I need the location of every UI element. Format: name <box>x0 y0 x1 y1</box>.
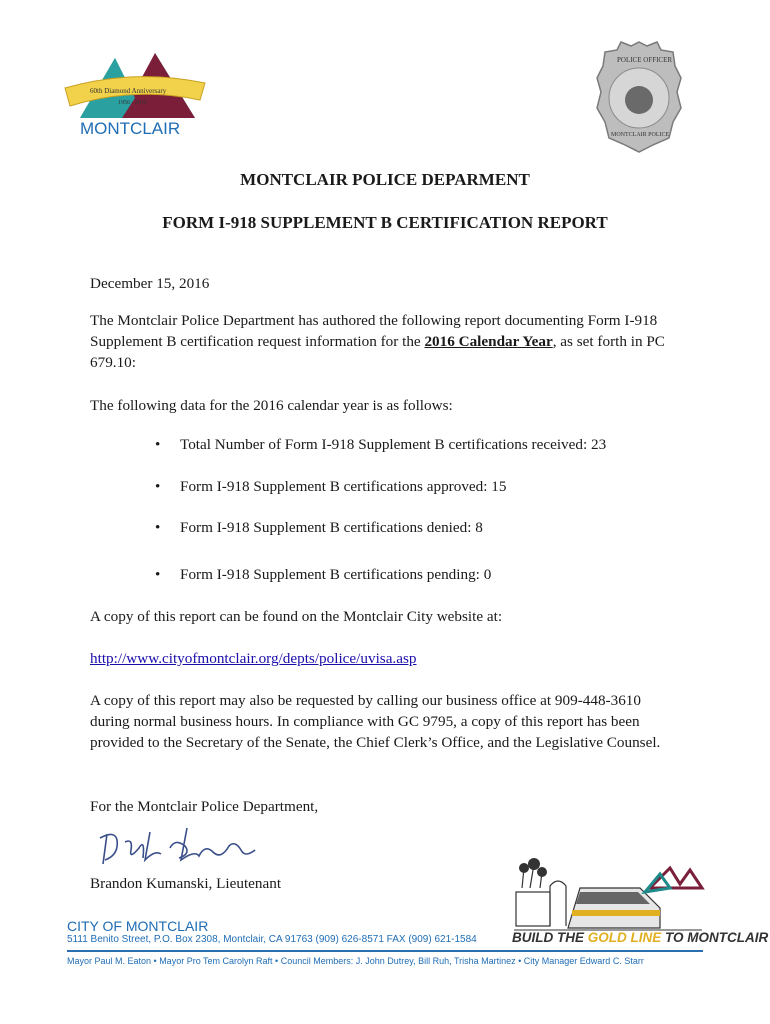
footer-divider <box>67 950 703 952</box>
list-item-text: Total Number of Form I-918 Supplement B certifications received: 23 <box>180 436 607 453</box>
closing-line: For the Montclair Police Department, <box>90 798 319 815</box>
list-item: • Form I-918 Supplement B certifications denied: 8 <box>155 519 483 536</box>
list-item-text: Form I-918 Supplement B certifications approved: 15 <box>180 478 507 495</box>
badge-top-text: POLICE OFFICER <box>617 56 673 64</box>
logo-banner-text: 60th Diamond Anniversary <box>90 87 167 95</box>
footer-address: 5111 Benito Street, P.O. Box 2308, Montclair, CA 91763 (909) 626-8571 FAX (909) 621-1584 <box>67 934 477 945</box>
slogan-pre: BUILD THE <box>512 930 588 945</box>
police-badge <box>595 38 683 156</box>
gold-line-slogan <box>512 930 768 945</box>
badge-bottom-text: MONTCLAIR POLICE <box>611 132 670 138</box>
intro-text: The Montclair Police Department has authored the following report documenting Form I-918 Supplement B certification request information for the <box>90 312 658 350</box>
montclair-anniversary-logo <box>60 38 210 156</box>
page-title: MONTCLAIR POLICE DEPARMENT <box>240 170 530 189</box>
list-item: • Form I-918 Supplement B certifications pending: 0 <box>155 566 492 583</box>
footer-council-members: Mayor Paul M. Eaton • Mayor Pro Tem Carolyn Raft • Council Members: J. John Dutrey, Bill Ruh, Trisha Martinez • City Manager Edward C. Starr <box>67 956 644 966</box>
request-paragraph: A copy of this report may also be requested by calling our business office at 909-448-3610 during normal business hours. In compliance with GC 9795, a copy of this report has been provided to the Secretary of the Senate, the Chief Clerk’s Office, and the Legislative Counsel. <box>90 692 661 751</box>
slogan-gold: GOLD LINE <box>587 930 662 945</box>
signature <box>95 820 265 870</box>
letter-date: December 15, 2016 <box>90 275 210 292</box>
list-item-text: Form I-918 Supplement B certifications denied: 8 <box>180 519 483 536</box>
signer-name: Brandon Kumanski, Lieutenant <box>90 875 282 892</box>
list-item: • Form I-918 Supplement B certifications approved: 15 <box>155 478 507 495</box>
website-lead: A copy of this report can be found on the Montclair City website at: <box>90 608 503 625</box>
intro-paragraph <box>90 310 685 373</box>
list-item: • Total Number of Form I-918 Supplement B certifications received: 23 <box>155 436 607 453</box>
calendar-year-emphasis: 2016 Calendar Year <box>424 333 553 350</box>
logo-years: 1956 - 2016 <box>118 100 147 106</box>
footer-city-name: CITY OF MONTCLAIR <box>67 918 209 934</box>
data-lead: The following data for the 2016 calendar year is as follows: <box>90 397 453 414</box>
list-item-text: Form I-918 Supplement B certifications pending: 0 <box>180 566 492 583</box>
slogan-post: TO MONTCLAIR <box>661 930 769 945</box>
intro-text-end: , as set forth in PC 679.10: <box>90 333 665 371</box>
logo-city-name: MONTCLAIR <box>80 119 181 138</box>
report-website-link[interactable]: http://www.cityofmontclair.org/depts/police/uvisa.asp <box>90 650 417 667</box>
report-subtitle: FORM I-918 SUPPLEMENT B CERTIFICATION REPORT <box>162 213 608 232</box>
